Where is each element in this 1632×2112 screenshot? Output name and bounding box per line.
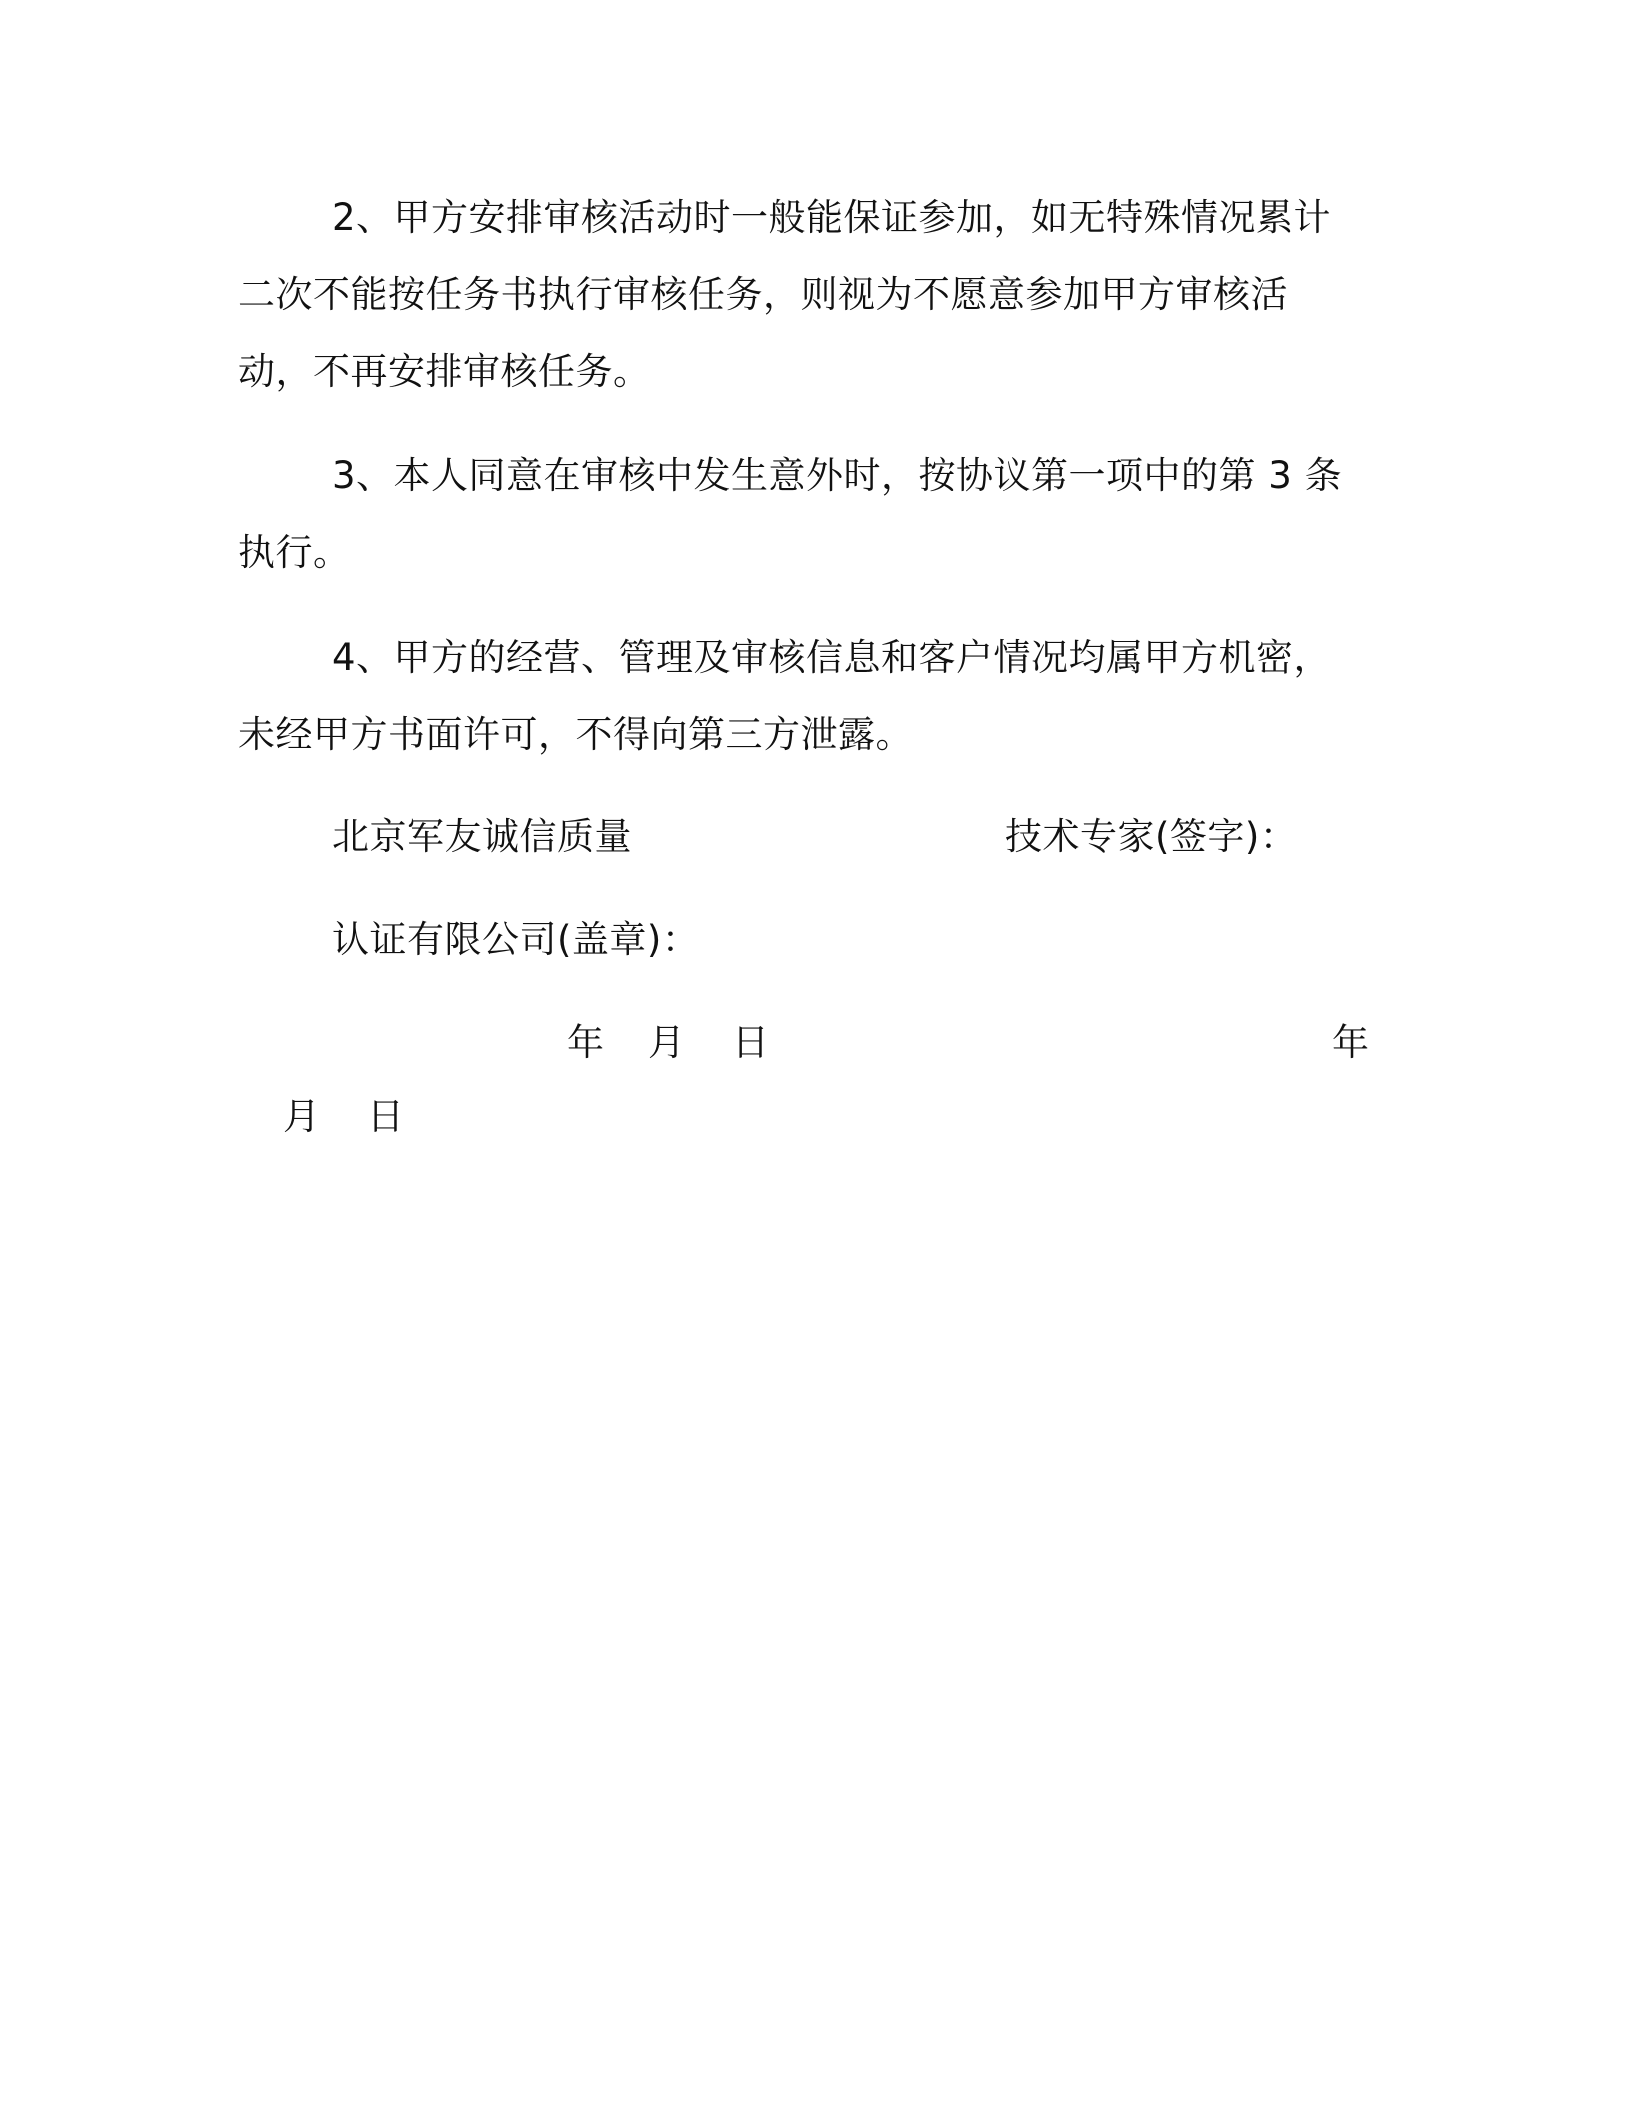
party-a-seal-label: 认证有限公司(盖章)： xyxy=(332,918,700,961)
party-a-date-year: 年 xyxy=(567,1021,604,1064)
party-a-company-name: 北京军友诚信质量 xyxy=(332,815,632,858)
expert-signature-label: 技术专家(签字)： xyxy=(1005,815,1298,858)
party-a-date-month: 月 xyxy=(648,1021,685,1064)
expert-date-day: 日 xyxy=(367,1095,404,1138)
clause-3: 3、本人同意在审核中发生意外时，按协议第一项中的第 3 条执行。 xyxy=(238,454,1343,574)
party-a-date-day: 日 xyxy=(732,1021,769,1064)
expert-date-month: 月 xyxy=(283,1095,320,1138)
expert-date-year: 年 xyxy=(1332,1021,1369,1064)
clause-2: 2、甲方安排审核活动时一般能保证参加，如无特殊情况累计二次不能按任务书执行审核任务，则视为不愿意参加甲方审核活动，不再安排审核任务。 xyxy=(238,196,1332,393)
clause-4: 4、甲方的经营、管理及审核信息和客户情况均属甲方机密，未经甲方书面许可，不得向第三方泄露。 xyxy=(238,636,1332,756)
